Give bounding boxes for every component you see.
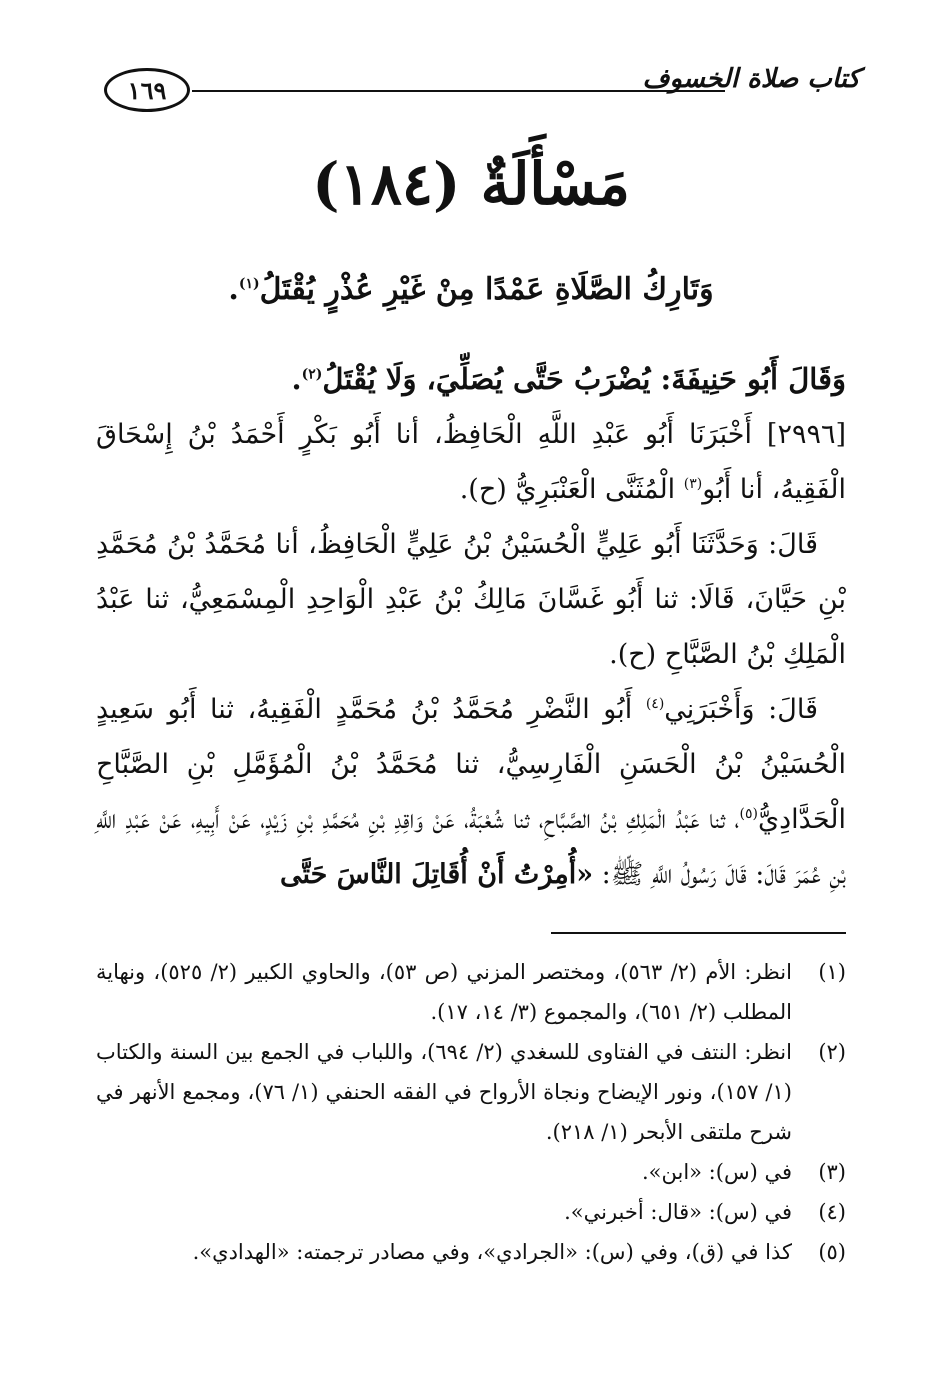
paragraph-isnad-2: قَالَ: وَحَدَّثَنَا أَبُو عَلِيٍّ الْحُسَيْنُ بْنُ عَلِيٍّ الْحَافِظُ، أنا مُحَمَّدُ بْنُ مُحَمَّدِ بْنِ حَيَّانَ، قَالَا: ثنا أَبُو غَسَّانَ مَالِكُ بْنُ عَبْدِ الْوَاحِدِ الْمِسْمَعِيُّ، ثنا عَبْدُ الْمَلِكِ بْنُ الصَّبَّاحِ (ح). [96,529,846,670]
hanafi-end: . [291,362,302,396]
footnote-number: (١) [818,960,846,984]
hadith-text: «أُمِرْتُ أَنْ أُقَاتِلَ النَّاسَ حَتَّى [280,859,594,890]
footnote-ref: (٢) [301,366,323,383]
paragraph-text: [٢٩٩٦] أَخْبَرَنَا أَبُو عَبْدِ اللَّهِ الْحَافِظُ، أنا أَبُو بَكْرٍ أَحْمَدُ بْنُ إِسْحَاقَ الْفَقِيهُ، أنا أَبُو [96,419,846,505]
hanafi-statement [96,352,846,407]
footnote-number: (٥) [818,1240,846,1264]
footnote-text: كذا في (ق)، وفي (س): «الجرادي»، وفي مصادر ترجمته: «الهدادي». [192,1240,792,1264]
hanafi-text: وَقَالَ أَبُو حَنِيفَةَ: يُضْرَبُ حَتَّى يُصَلِّيَ، وَلَا يُقْتَلُ [322,362,846,396]
statement-end: . [228,272,239,307]
running-title: كتاب صلاة الخسوف [642,64,860,94]
paragraph-isnad-1 [96,407,846,517]
page-number-badge [104,68,190,112]
page-number: ١٦٩ [127,75,167,105]
footnote [96,1192,846,1232]
footnote-ref: (٤) [645,696,665,712]
footnote-text: في (س): «قال: أخبرني». [564,1200,792,1224]
body-text [96,352,846,902]
footnote-rule [551,932,846,934]
page-header [100,62,860,122]
footnote [96,1232,846,1272]
footnote [96,1032,846,1152]
paragraph-text: أَبُو النَّضْرِ مُحَمَّدُ بْنُ مُحَمَّدٍ الْفَقِيهُ، ثنا أَبُو سَعِيدٍ الْحُسَيْنُ بْنُ الْحَسَنِ الْفَارِسِيُّ، ثنا مُحَمَّدُ بْنُ الْمُؤَمَّلِ بْنِ الصَّبَّاحِ الْحَدَّادِيُّ [96,694,846,835]
footnote-text: انظر: الأم (٢/ ٥٦٣)، ومختصر المزني (ص ٥٣)، والحاوي الكبير (٢/ ٥٢٥)، ونهاية المطلب (٢/ ٦٥١)، والمجموع (٣/ ١٤، ١٧). [96,960,792,1024]
footnote-text: في (س): «ابن». [641,1160,792,1184]
footnote [96,952,846,1032]
footnote-ref: (٣) [683,476,703,492]
footnotes [96,952,846,1272]
footnote-ref: (١) [238,276,260,292]
paragraph-text: الْمُثَنَّى الْعَنْبَرِيُّ (ح). [459,474,684,505]
footnote [96,1152,846,1192]
footnote-number: (٣) [818,1160,846,1184]
footnote-ref: (٥) [739,806,758,822]
paragraph-isnad-3 [96,682,846,902]
chapter-title: مَسْأَلَةٌ (١٨٤) [312,150,630,218]
main-statement [150,272,792,307]
paragraph-text: ، ثنا عَبْدُ الْمَلِكِ بْنُ الصَّبَّاحِ، ثنا شُعْبَةُ، عَنْ وَاقِدِ بْنِ مُحَمَّدِ بْنِ زَيْدٍ، عَنْ أَبِيهِ، عَنْ عَبْدِ اللَّهِ بْنِ عُمَرَ قَالَ: قَالَ رَسُولُ اللَّهِ ﷺ: [96,804,846,890]
footnote-number: (٤) [818,1200,846,1224]
statement-text: وَتَارِكُ الصَّلَاةِ عَمْدًا مِنْ غَيْرِ عُذْرٍ يُقْتَلُ [259,272,714,307]
footnote-number: (٢) [818,1040,846,1064]
paragraph-text: قَالَ: وَأَخْبَرَنِي [664,694,818,725]
footnote-text: انظر: النتف في الفتاوى للسغدي (٢/ ٦٩٤)، واللباب في الجمع بين السنة والكتاب (١/ ١٥٧)، ونور الإيضاح ونجاة الأرواح في الفقه الحنفي (١/ ٧٦)، ومجمع الأنهر في شرح ملتقى الأبحر (١/ ٢١٨). [96,1040,792,1144]
